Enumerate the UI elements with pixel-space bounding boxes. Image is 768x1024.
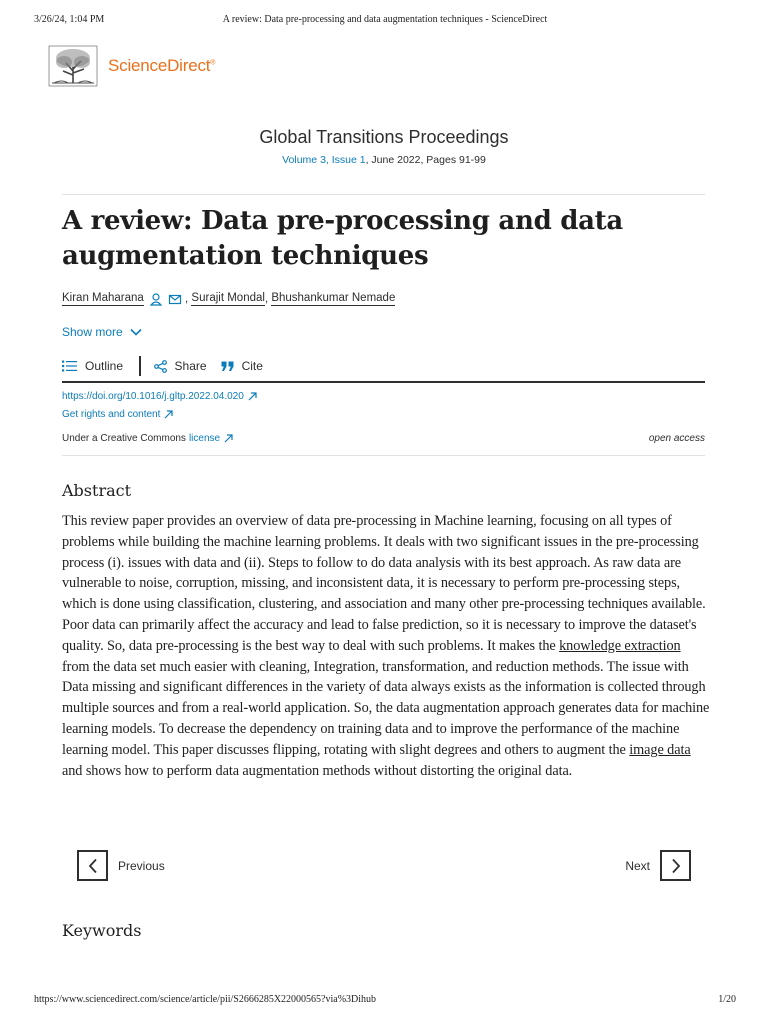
external-link-icon xyxy=(224,434,233,443)
print-page-number: 1/20 xyxy=(718,994,736,1005)
author-separator: , xyxy=(264,292,272,305)
article-toolbar xyxy=(62,355,263,377)
divider xyxy=(62,455,705,456)
list-icon xyxy=(62,360,77,372)
outline-label: Outline xyxy=(85,359,124,373)
abstract-text xyxy=(62,511,710,781)
share-icon xyxy=(154,360,167,373)
author-link[interactable]: Kiran Maharana xyxy=(62,292,144,304)
abstract-segment: This review paper provides an overview of data pre-processing in Machine learning, focusing on all types of problems while building the machine learning problems. It deals with two significant issues in the pre-processing process (i). issues with data and (ii). Steps to follow to do data analysis with its best approach. As raw data are vulnerable to noise, corruption, missing, and inconsistent data, it is necessary to perform pre-processing steps, which is done using classification, clustering, and association and many other pre-processing techniques available. Poor data can primarily affect the accuracy and lead to false prediction, so it is necessary to improve the dataset's quality. So, data pre-processing is the best way to deal with such problems. It makes the xyxy=(62,513,706,654)
toolbar-underline xyxy=(62,381,705,383)
rights-link[interactable] xyxy=(62,409,173,420)
doi-link[interactable] xyxy=(62,391,257,402)
email-icon[interactable] xyxy=(168,292,182,306)
license-link[interactable]: license xyxy=(188,433,221,444)
show-more-button[interactable] xyxy=(62,325,142,339)
toolbar-divider xyxy=(139,356,141,376)
chevron-down-icon xyxy=(130,328,142,336)
author-list xyxy=(62,291,395,306)
print-datetime: 3/26/24, 1:04 PM xyxy=(34,14,105,25)
divider xyxy=(62,194,705,195)
share-label: Share xyxy=(174,359,207,373)
creative-commons-line xyxy=(62,433,233,444)
brand-name: ScienceDirect xyxy=(108,56,211,75)
knowledge-extraction-link[interactable]: knowledge extraction xyxy=(559,637,681,654)
share-button[interactable] xyxy=(154,359,207,373)
quote-icon xyxy=(221,361,234,372)
doi-text: https://doi.org/10.1016/j.gltp.2022.04.020 xyxy=(62,391,244,402)
outline-button[interactable] xyxy=(62,359,123,373)
sciencedirect-logo[interactable] xyxy=(48,44,215,88)
print-page-title: A review: Data pre-processing and data augmentation techniques - ScienceDirect xyxy=(222,14,548,25)
show-more-label: Show more xyxy=(62,325,123,339)
next-button[interactable] xyxy=(625,850,691,881)
print-header xyxy=(34,14,736,28)
author-link[interactable]: Surajit Mondal xyxy=(191,292,265,304)
open-access-label: open access xyxy=(648,433,705,444)
print-footer xyxy=(34,994,736,1008)
volume-line xyxy=(0,154,768,166)
brand-mark: ® xyxy=(210,59,216,67)
cc-prefix: Under a Creative Commons xyxy=(62,433,186,444)
cite-button[interactable] xyxy=(221,359,263,373)
print-url: https://www.sciencedirect.com/science/article/pii/S2666285X22000565?via%3Dihub xyxy=(34,994,377,1005)
person-icon[interactable] xyxy=(149,292,163,306)
previous-button[interactable] xyxy=(77,850,165,881)
keywords-heading: Keywords xyxy=(62,921,142,940)
abstract-segment: from the data set much easier with cleaning, Integration, transformation, and reduction methods. The issue with Data missing and significant differences in the variety of data always exists as the information is collected through multiple sources and from a real-world application. So, the data augmentation approach generates data for machine learning models. To decrease the dependency on training data and to improve the performance of the machine learning model. This paper discusses flipping, rotating with slight degrees and others to augment the xyxy=(62,658,710,758)
previous-label: Previous xyxy=(118,858,165,873)
journal-title[interactable]: Global Transitions Proceedings xyxy=(259,127,509,147)
external-link-icon xyxy=(164,410,173,419)
elsevier-tree-icon xyxy=(48,45,98,87)
author-separator: , xyxy=(181,292,192,305)
rights-text: Get rights and content xyxy=(62,409,161,420)
next-label: Next xyxy=(625,858,650,873)
chevron-right-icon xyxy=(671,858,681,874)
volume-issue-link[interactable]: Volume 3, Issue 1 xyxy=(282,154,366,166)
publication-info: , June 2022, Pages 91-99 xyxy=(365,154,486,166)
author-link[interactable]: Bhushankumar Nemade xyxy=(271,292,396,304)
image-data-link[interactable]: image data xyxy=(629,741,691,758)
abstract-segment: and shows how to perform data augmentation methods without distorting the original data. xyxy=(62,762,573,779)
article-title: A review: Data pre-processing and data augmentation techniques xyxy=(62,206,623,271)
chevron-left-icon xyxy=(88,858,98,874)
cite-label: Cite xyxy=(241,359,263,373)
external-link-icon xyxy=(248,392,257,401)
previous-box xyxy=(77,850,108,881)
abstract-heading: Abstract xyxy=(62,481,132,500)
next-box xyxy=(660,850,691,881)
